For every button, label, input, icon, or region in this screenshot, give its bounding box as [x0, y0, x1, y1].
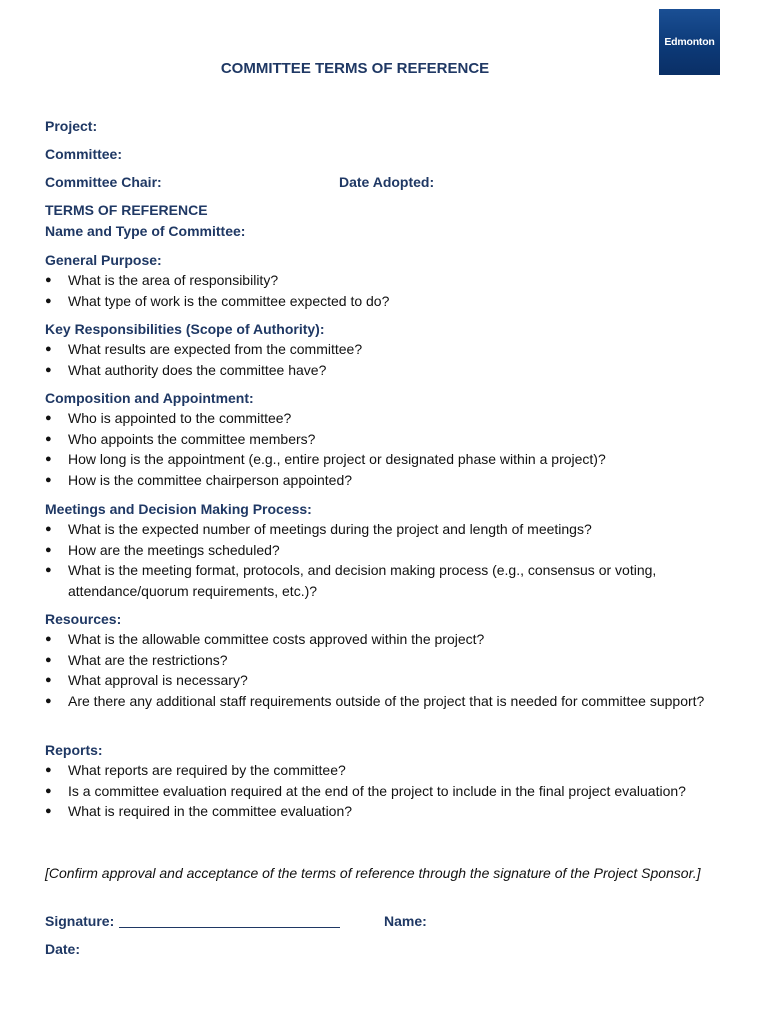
section-heading: Meetings and Decision Making Process: [45, 501, 312, 517]
list-item: ● What results are expected from the committee? [45, 339, 725, 360]
name-label: Name: [384, 913, 427, 929]
bullet-icon: ● [45, 432, 52, 445]
bullet-icon: ● [45, 543, 52, 556]
list-item: ● How long is the appointment (e.g., entire project or designated phase within a project)? [45, 449, 725, 470]
section-heading: Reports: [45, 742, 103, 758]
bullet-icon: ● [45, 805, 52, 817]
list-item: ● Is a committee evaluation required at the end of the project to include in the final project evaluation? [45, 781, 725, 802]
list-item: ● How is the committee chairperson appointed? [45, 470, 725, 491]
bullet-icon: ● [45, 523, 52, 535]
bullet-icon: ● [45, 294, 52, 307]
list-item: ● What reports are required by the committee? [45, 760, 725, 781]
list-item: ● Are there any additional staff requirements outside of the project that is needed for committee support? [45, 691, 725, 712]
list-item: ● What are the restrictions? [45, 650, 725, 671]
list-item: ● What approval is necessary? [45, 670, 725, 691]
bullet-icon: ● [45, 274, 52, 286]
section-resources [45, 609, 725, 711]
bullet-icon: ● [45, 564, 52, 576]
project-label: Project: [45, 118, 98, 134]
bullet-icon: ● [45, 633, 52, 645]
date-adopted-label: Date Adopted: [339, 174, 435, 190]
date-label: Date: [45, 941, 81, 957]
logo-text: Edmonton [664, 36, 715, 48]
list-item: ● What is the expected number of meetings during the project and length of meetings? [45, 519, 725, 540]
list-item: ● How are the meetings scheduled? [45, 540, 725, 561]
committee-chair-label: Committee Chair: [45, 174, 162, 190]
bullet-icon: ● [45, 784, 52, 797]
bullet-icon: ● [45, 674, 52, 686]
list-item: ● What type of work is the committee expected to do? [45, 291, 725, 312]
confirm-approval-text: [Confirm approval and acceptance of the terms of reference through the signature of the Project Sponsor.] [45, 865, 701, 881]
list-item: ● Who is appointed to the committee? [45, 408, 725, 429]
bullet-icon: ● [45, 473, 52, 486]
section-heading: Resources: [45, 611, 122, 627]
list-item: ● What is the area of responsibility? [45, 270, 725, 291]
list-item: ● Who appoints the committee members? [45, 429, 725, 450]
bullet-icon: ● [45, 694, 52, 707]
committee-label: Committee: [45, 146, 123, 162]
section-composition [45, 388, 725, 490]
signature-line[interactable] [119, 927, 340, 928]
section-heading: Composition and Appointment: [45, 390, 254, 406]
page-title: COMMITTEE TERMS OF REFERENCE [220, 60, 490, 77]
bullet-icon: ● [45, 653, 52, 666]
list-item: ● What authority does the committee have? [45, 360, 725, 381]
bullet-icon: ● [45, 412, 52, 424]
section-heading: General Purpose: [45, 252, 162, 268]
list-item: ● What is required in the committee evaluation? [45, 801, 725, 822]
bullet-icon: ● [45, 343, 52, 355]
bullet-icon: ● [45, 363, 52, 376]
section-reports [45, 740, 725, 822]
bullet-icon: ● [45, 764, 52, 776]
list-item: ● What is the meeting format, protocols, and decision making process (e.g., consensus or voting, attendance/quorum requirements, etc.)? [45, 562, 657, 599]
section-meetings [45, 499, 725, 601]
name-type-label: Name and Type of Committee: [45, 223, 246, 239]
terms-heading: TERMS OF REFERENCE [45, 202, 208, 218]
section-heading: Key Responsibilities (Scope of Authority): [45, 321, 325, 337]
signature-label: Signature: [45, 913, 115, 929]
bullet-icon: ● [45, 453, 52, 465]
section-general-purpose [45, 250, 725, 311]
list-item: ● What is the allowable committee costs approved within the project? [45, 629, 725, 650]
section-key-responsibilities [45, 319, 725, 380]
